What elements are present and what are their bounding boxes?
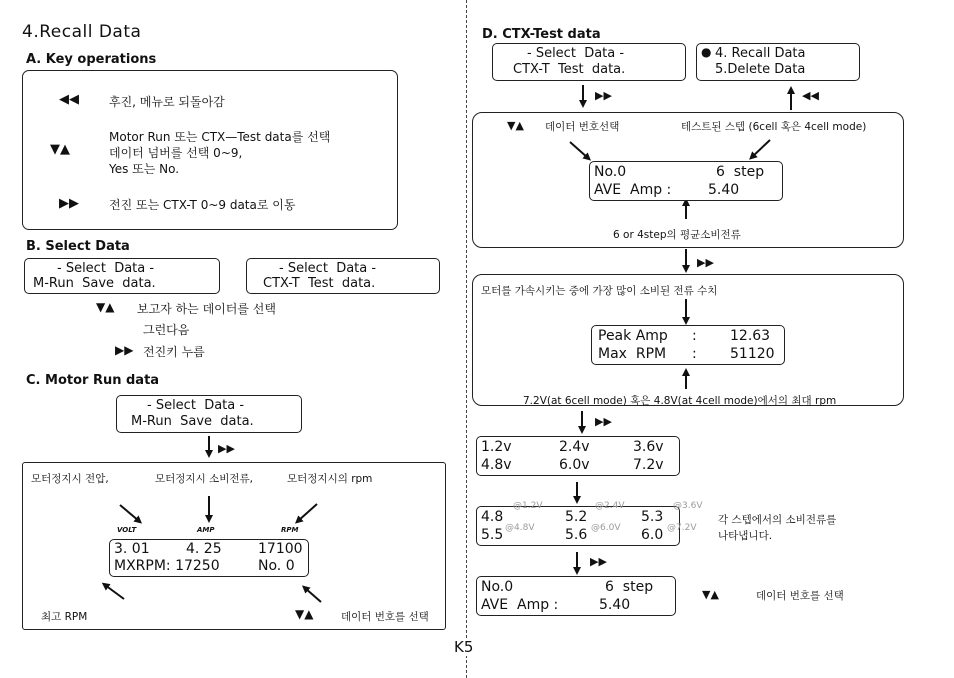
lcd-line-1: - Select Data - bbox=[147, 398, 245, 413]
lcd-step: 6 step bbox=[605, 579, 654, 595]
section-b-heading: B. Select Data bbox=[26, 239, 130, 254]
step-current-lcd bbox=[476, 501, 703, 546]
volt-step-1: 1.2v bbox=[481, 439, 512, 455]
amp-tag-3: @3.6V bbox=[673, 501, 703, 511]
down-up-keys-icon: ▼▲ bbox=[702, 588, 719, 601]
volt-step-6: 7.2v bbox=[633, 457, 664, 473]
amp-label: AMP bbox=[197, 526, 215, 534]
lcd-line-2: CTX-T Test data. bbox=[263, 276, 376, 291]
rpm-label: RPM bbox=[281, 526, 299, 534]
amp-tag-1: @1.2V bbox=[513, 501, 543, 511]
forward-key-icon: ▶▶ bbox=[218, 442, 235, 455]
forward-key-icon: ▶▶ bbox=[115, 343, 134, 357]
down-up-keys-icon: ▼▲ bbox=[295, 607, 314, 621]
lcd-ave-label: AVE Amp : bbox=[481, 597, 559, 613]
then-note: 그런다음 bbox=[143, 323, 190, 337]
forward-key-icon: ▶▶ bbox=[595, 415, 612, 428]
section-a-heading: A. Key operations bbox=[26, 52, 157, 67]
step-current-note-2: 나타냅니다. bbox=[718, 530, 773, 542]
select-keys-desc-1: Motor Run 또는 CTX—Test data를 선택 bbox=[109, 130, 331, 144]
volt-step-2: 2.4v bbox=[559, 439, 590, 455]
lcd-peak-label: Peak Amp bbox=[598, 328, 668, 344]
select-number-label: 데이터 번호선택 bbox=[545, 121, 620, 133]
cursor-icon: ● bbox=[701, 45, 712, 59]
select-note: 보고자 하는 데이터를 선택 bbox=[137, 302, 276, 316]
forward-key-desc: 전진 또는 CTX-T 0~9 data로 이동 bbox=[109, 198, 296, 212]
amp-step-3: 5.3 bbox=[641, 509, 664, 525]
volt-step-3: 3.6v bbox=[633, 439, 664, 455]
lcd-line-1: - Select Data - bbox=[527, 46, 625, 61]
back-key-desc: 후진, 메뉴로 되돌아감 bbox=[109, 95, 225, 109]
forward-key-icon: ▶▶ bbox=[697, 256, 714, 269]
amp-step-6: 6.0 bbox=[641, 527, 664, 543]
volt-step-5: 6.0v bbox=[559, 457, 590, 473]
amp-tag-2: @2.4V bbox=[595, 501, 625, 511]
lcd-colon: : bbox=[692, 346, 697, 362]
ave-current-note: 6 or 4step의 평균소비전류 bbox=[613, 229, 741, 241]
amp-step-1: 4.8 bbox=[481, 509, 504, 525]
amp-step-5: 5.6 bbox=[565, 527, 588, 543]
back-key-icon: ◀◀ bbox=[59, 92, 79, 107]
lcd-ave-label: AVE Amp : bbox=[594, 182, 672, 198]
lcd-line-2: M-Run Save data. bbox=[33, 276, 156, 291]
select-keys-desc-2: 데이터 넘버를 선택 0~9, bbox=[109, 146, 243, 160]
volt-step-4: 4.8v bbox=[481, 457, 512, 473]
amp-tag-4: @4.8V bbox=[505, 523, 535, 533]
lcd-voltage: 3. 01 bbox=[114, 541, 150, 557]
page-number: K5 bbox=[454, 638, 474, 656]
lcd-line-2: 5.Delete Data bbox=[715, 62, 806, 77]
desc-current: 모터정지시 소비전류, bbox=[155, 473, 253, 485]
volt-label: VOLT bbox=[117, 526, 137, 534]
lcd-line-1: 4. Recall Data bbox=[715, 46, 806, 61]
amp-step-4: 5.5 bbox=[481, 527, 504, 543]
amp-tag-6: @7.2V bbox=[667, 523, 697, 533]
down-up-keys-icon: ▼▲ bbox=[96, 300, 115, 314]
forward-key-icon: ▶▶ bbox=[59, 196, 79, 211]
section-c-heading: C. Motor Run data bbox=[26, 373, 160, 388]
lcd-number: No.0 bbox=[481, 579, 514, 595]
amp-tag-5: @6.0V bbox=[591, 523, 621, 533]
lcd-current: 4. 25 bbox=[186, 541, 222, 557]
lcd-colon: : bbox=[692, 328, 697, 344]
lcd-maxrpm: MXRPM: 17250 bbox=[114, 558, 220, 574]
lcd-peak-value: 12.63 bbox=[730, 328, 771, 344]
lcd-ave-value: 5.40 bbox=[708, 182, 740, 198]
desc-voltage: 모터정지시 전압, bbox=[31, 473, 109, 485]
max-rpm-note: 7.2V(at 6cell mode) 혹은 4.8V(at 4cell mode)에서의 최대 rpm bbox=[523, 395, 837, 407]
amp-step-2: 5.2 bbox=[565, 509, 588, 525]
desc-rpm: 모터정지시의 rpm bbox=[287, 473, 373, 485]
final-ctx-lcd bbox=[476, 576, 676, 616]
lcd-max-label: Max RPM bbox=[598, 346, 667, 362]
section-d-heading: D. CTX-Test data bbox=[482, 27, 601, 42]
lcd-ave-value: 5.40 bbox=[599, 597, 631, 613]
lcd-number: No.0 bbox=[594, 164, 627, 180]
back-key-icon: ◀◀ bbox=[802, 89, 819, 102]
peak-current-title: 모터를 가속시키는 중에 가장 많이 소비된 전류 수치 bbox=[481, 285, 718, 297]
tested-step-label: 테스트된 스텝 (6cell 혹은 4cell mode) bbox=[681, 121, 867, 133]
ctx-test-box-1 bbox=[472, 112, 904, 248]
page-title: 4.Recall Data bbox=[22, 22, 142, 42]
select-no-label: 데이터 번호를 선택 bbox=[341, 611, 429, 623]
select-keys-desc-3: Yes 또는 No. bbox=[109, 162, 180, 176]
forward-note: 전진키 누름 bbox=[143, 345, 205, 359]
down-up-keys-icon: ▼▲ bbox=[50, 142, 70, 157]
forward-key-icon: ▶▶ bbox=[590, 555, 607, 568]
lcd-max-value: 51120 bbox=[730, 346, 775, 362]
down-up-keys-icon: ▼▲ bbox=[507, 119, 524, 132]
lcd-number: No. 0 bbox=[258, 558, 295, 574]
voltage-steps-lcd bbox=[476, 436, 680, 476]
ctx-test-lcd-2 bbox=[591, 325, 785, 365]
best-rpm-label: 최고 RPM bbox=[41, 611, 88, 623]
lcd-rpm: 17100 bbox=[258, 541, 303, 557]
lcd-line-2: M-Run Save data. bbox=[131, 414, 254, 429]
forward-key-icon: ▶▶ bbox=[595, 89, 612, 102]
lcd-line-2: CTX-T Test data. bbox=[513, 62, 626, 77]
ctx-test-box-2 bbox=[472, 274, 904, 406]
lcd-line-1: - Select Data - bbox=[279, 261, 377, 276]
ctx-test-lcd-1 bbox=[589, 161, 783, 201]
lcd-step: 6 step bbox=[716, 164, 765, 180]
step-current-note-1: 각 스텝에서의 소비전류를 bbox=[718, 514, 837, 526]
lcd-line-1: - Select Data - bbox=[57, 261, 155, 276]
final-select-label: 데이터 번호를 선택 bbox=[756, 590, 844, 602]
